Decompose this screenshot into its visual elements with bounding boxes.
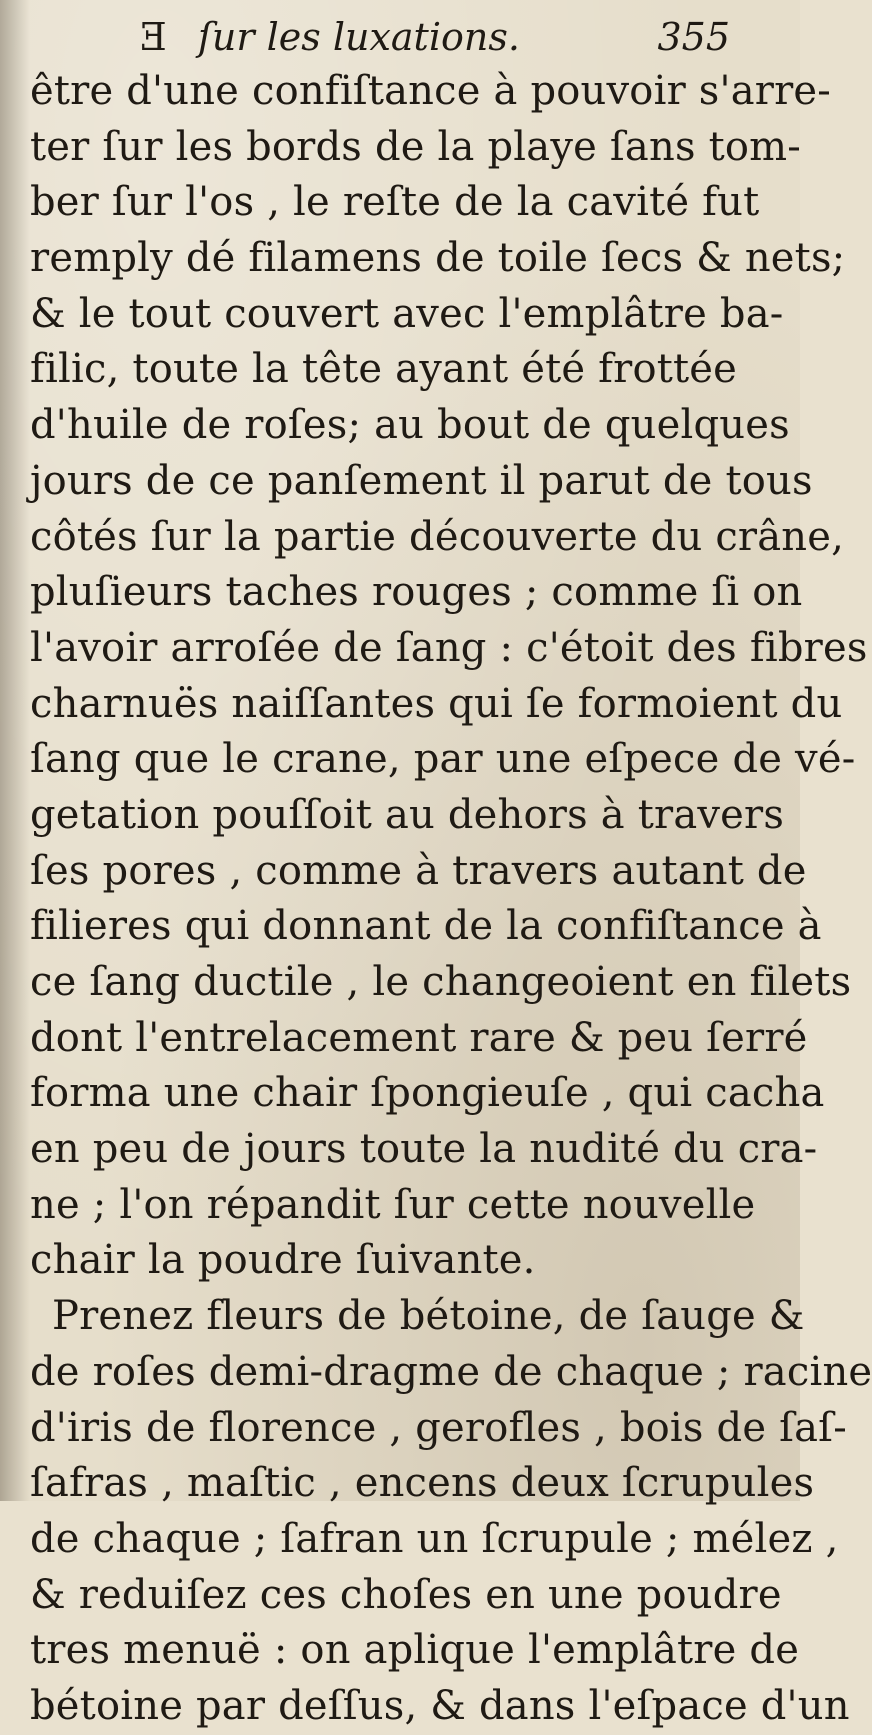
text-line: Prenez fleurs de bétoine, de ſauge & [52, 1293, 805, 1340]
text-line: ſang que le crane, par une eſpece de vé- [30, 736, 856, 783]
page-number: 355 [657, 15, 730, 59]
running-header [140, 12, 760, 62]
text-line: filieres qui donnant de la confiſtance à [30, 903, 822, 950]
text-line: l'avoir arroſée de ſang : c'étoit des fibres [30, 624, 868, 671]
text-line: en peu de jours toute la nudité du cra- [30, 1126, 818, 1173]
text-line: d'huile de roſes; au bout de quelques [30, 402, 790, 449]
text-line: & reduiſez ces choſes en une poudre [30, 1571, 782, 1618]
text-line: de chaque ; ſafran un ſcrupule ; mélez , [30, 1515, 839, 1562]
text-line: ce ſang ductile , le changeoient en filets [30, 959, 852, 1005]
text-line: getation pouſſoit au dehors à travers [30, 791, 785, 838]
text-line: jours de ce panſement il parut de tous [30, 457, 813, 504]
text-line: pluſieurs taches rouges ; comme ſi on [30, 569, 803, 616]
text-line: tres menuë : on aplique l'emplâtre de [30, 1627, 800, 1674]
text-line: bétoine par deſſus, & dans l'eſpace d'un [30, 1682, 850, 1729]
text-line: remply dé filamens de toile ſecs & nets; [30, 235, 846, 282]
text-line: forma une chair ſpongieuſe , qui cacha [30, 1070, 825, 1117]
text-line: ſafras , maſtic , encens deux ſcrupules [30, 1460, 815, 1507]
text-line: d'iris de florence , gerofles , bois de ſaſ- [30, 1404, 847, 1451]
text-line: ne ; l'on répandit ſur cette nouvelle [30, 1181, 756, 1228]
blank-bottom-margin [30, 1400, 770, 1501]
text-line: chair la poudre ſuivante. [30, 1237, 536, 1284]
running-title: ſur les luxations. [197, 15, 520, 59]
page-gutter-shadow [0, 0, 30, 1501]
text-line: côtés ſur la partie découverte du crâne, [30, 513, 845, 560]
text-line: ſes pores , comme à travers autant de [30, 847, 807, 894]
text-line: charnuës naiſſantes qui ſe formoient du [30, 680, 843, 727]
header-ornament: Ǝ [140, 15, 168, 59]
text-line: & le tout couvert avec l'emplâtre ba- [30, 290, 784, 337]
text-line: de roſes demi-dragme de chaque ; racine [30, 1348, 872, 1395]
text-line: filic, toute la tête ayant été frottée [30, 346, 738, 393]
text-line: être d'une confiſtance à pouvoir s'arre- [30, 68, 832, 114]
text-line: ter ſur les bords de la playe ſans tom- [30, 123, 801, 170]
text-line: ber ſur l'os , le reſte de la cavité fut [30, 179, 760, 226]
text-line: dont l'entrelacement rare & peu ſerré [30, 1014, 808, 1061]
